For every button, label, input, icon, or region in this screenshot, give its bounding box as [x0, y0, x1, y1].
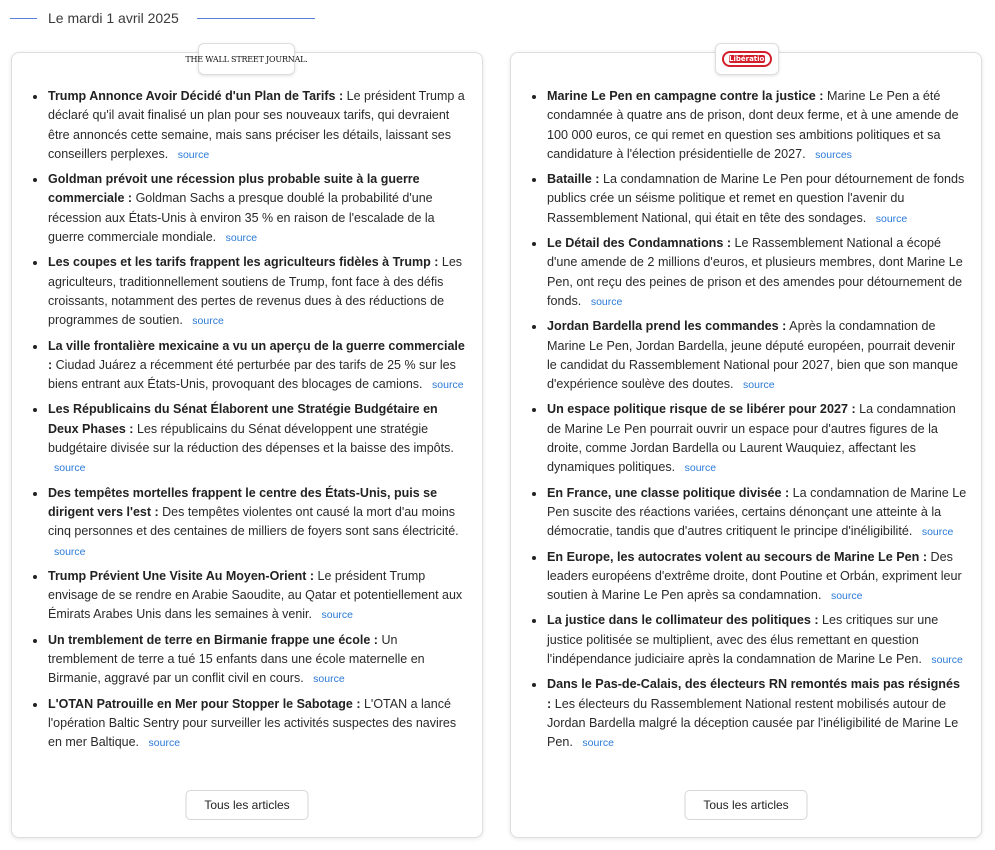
article-item [30, 337, 466, 396]
news-card-wsj [11, 52, 483, 838]
article-text: Ciudad Juárez a récemment été perturbée par des tarifs de 25 % sur les biens entrant aux États-Unis, provoquant des blocages de camions. [48, 357, 456, 392]
article-text: Le Rassemblement National a écopé d'une amende de 2 millions d'euros, et plusieurs membres, dont Marine Le Pen, ont reçu des peines de prison et des amendes pour détournement de fonds. [547, 236, 963, 308]
article-item [30, 484, 466, 562]
article-text: Les républicains du Sénat développent une stratégie budgétaire divisée sur la réduction des dépenses et la baisse des impôts. [48, 421, 454, 456]
article-text: Le président Trump envisage de se rendre en Arabie Saoudite, au Qatar et potentiellement aux Émirats Arabes Unis dans les semaines à venir. [48, 568, 463, 622]
article-text: Des leaders européens d'extrême droite, dont Poutine et Orbán, expriment leur soutien à Marine Le Pen après sa condamnation. [547, 549, 962, 603]
article-item [529, 170, 967, 229]
source-link[interactable]: source [830, 590, 863, 603]
article-text: Goldman Sachs a presque doublé la probabilité d'une récession aux États-Unis à environ 35 % en raison de l'escalade de la guerre commerciale mondiale. [48, 191, 435, 245]
source-link[interactable]: sources [815, 148, 852, 161]
article-title: Un espace politique risque de se libérer pour 2027 : [547, 402, 856, 417]
article-text: Les électeurs du Rassemblement National restent mobilisés autour de Jordan Bardella malgré la déception causée par l'inéligibilité de Marine Le Pen. [547, 696, 959, 750]
article-title: L'OTAN Patrouille en Mer pour Stopper le Sabotage : [48, 696, 361, 711]
article-text: Les agriculteurs, traditionnellement soutiens de Trump, font face à des défis croissants, notamment des pertes de revenus dues à des réductions de programmes de soutien. [48, 255, 463, 328]
source-link[interactable]: source [921, 526, 954, 539]
source-link[interactable]: source [432, 379, 464, 392]
source-link[interactable]: source [313, 673, 345, 686]
article-text: Les critiques sur une justice politisée se multiplient, avec des élus remettant en question l'indépendance judiciaire après la condamnation de Marine Le Pen. [547, 613, 939, 667]
article-text: L'OTAN a lancé l'opération Baltic Sentry pour surveiller les activités suspectes des navires en mer Baltique. [48, 696, 457, 750]
article-item [529, 234, 967, 312]
source-link[interactable]: source [225, 232, 258, 245]
article-title: Les coupes et les tarifs frappent les agriculteurs fidèles à Trump : [48, 255, 439, 270]
article-title: Trump Prévient Une Visite Au Moyen-Orient : [48, 568, 315, 583]
news-card-liberation [510, 52, 982, 838]
article-item [529, 484, 967, 543]
wsj-logo[interactable] [185, 43, 308, 75]
article-title: La ville frontalière mexicaine a vu un aperçu de la guerre commerciale : [48, 338, 465, 372]
article-title: En France, une classe politique divisée : [547, 485, 790, 500]
article-item [529, 611, 967, 670]
source-link[interactable]: source [54, 545, 86, 558]
source-link[interactable]: source [148, 737, 181, 750]
article-text: Un tremblement de terre a tué 15 enfants dans une école maternelle en Birmanie, aggravé par un conflit civil en cours. [48, 632, 425, 686]
liberation-logo-mark [722, 51, 772, 67]
article-item [30, 567, 466, 626]
article-item [529, 317, 967, 395]
liberation-logo[interactable] [715, 43, 779, 75]
article-title: Goldman prévoit une récession plus probable suite à la guerre commerciale : [48, 172, 420, 206]
article-item [30, 87, 466, 165]
date-header [10, 8, 315, 30]
date-divider-left [10, 18, 37, 19]
article-title: Un tremblement de terre en Birmanie frappe une école : [48, 632, 378, 647]
article-text: Des tempêtes violentes ont causé la mort d'au moins cinq personnes et des centaines de milliers de foyers sont sans électricité. [48, 504, 459, 539]
article-text: La condamnation de Marine Le Pen pour détournement de fonds publics crée un séisme politique et remet en question l'avenir du Rassemblement National, qui était en tête des sondages. [547, 172, 965, 225]
article-item [529, 675, 967, 753]
article-item [30, 253, 466, 331]
article-item [529, 87, 967, 165]
source-link[interactable]: source [192, 315, 224, 328]
article-title: La justice dans le collimateur des politiques : [547, 613, 819, 628]
date-text: Le mardi 1 avril 2025 [48, 10, 179, 26]
article-item [30, 631, 466, 690]
article-title: Bataille : [547, 172, 600, 187]
source-link[interactable]: source [931, 654, 963, 667]
source-link[interactable]: source [743, 379, 775, 392]
article-item [30, 170, 466, 248]
article-text: Le président Trump a déclaré qu'il avait finalisé un plan pour ses nouveaux tarifs, qui devraient être annoncés cette semaine, mais sans préciser les détails, laissant ses conseillers perplexes. [48, 89, 465, 161]
article-text: Marine Le Pen a été condamnée à quatre ans de prison, dont deux ferme, et à une amende de 100 000 euros, ce qui remet en question ses ambitions politiques et sa candidature à l'élection présidentielle de 2027. [547, 89, 959, 161]
source-link[interactable]: source [875, 212, 908, 225]
article-item [529, 400, 967, 478]
all-articles-button[interactable]: Tous les articles [186, 790, 309, 820]
article-item [30, 695, 466, 754]
wsj-logo-text: THE WALL STREET JOURNAL. [185, 54, 308, 64]
article-item [529, 548, 967, 607]
article-list [511, 87, 981, 759]
source-link[interactable]: source [54, 462, 86, 475]
article-text: La condamnation de Marine Le Pen pourrait ouvrir un espace pour d'autres figures de la droite, comme Jordan Bardella ou Laurent Wauquiez, affectant les dynamiques politiques. [547, 402, 956, 475]
article-title: En Europe, les autocrates volent au secours de Marine Le Pen : [547, 549, 928, 564]
article-title: Jordan Bardella prend les commandes : [547, 319, 787, 334]
liberation-logo-text: Libération [729, 55, 770, 63]
article-title: Les Républicains du Sénat Élaborent une Stratégie Budgétaire en Deux Phases : [48, 402, 438, 436]
article-title: Trump Annonce Avoir Décidé d'un Plan de Tarifs : [48, 89, 344, 103]
article-title: Dans le Pas-de-Calais, des électeurs RN remontés mais pas résignés : [547, 677, 960, 711]
article-title: Des tempêtes mortelles frappent le centre des États-Unis, puis se dirigent vers l'est : [48, 485, 438, 519]
date-divider-right [197, 18, 315, 19]
all-articles-button[interactable]: Tous les articles [685, 790, 808, 820]
article-title: Marine Le Pen en campagne contre la justice : [547, 89, 824, 103]
source-link[interactable]: source [582, 737, 614, 750]
source-link[interactable]: source [684, 462, 717, 475]
article-list [12, 87, 482, 759]
source-link[interactable]: source [177, 148, 210, 161]
source-link[interactable]: source [321, 609, 354, 622]
article-text: Après la condamnation de Marine Le Pen, Jordan Bardella, jeune député européen, pourrait devenir le candidat du Rassemblement National pour 2027, bien que son manque d'expérience soulève des doutes. [547, 319, 958, 392]
article-title: Le Détail des Condamnations : [547, 236, 732, 251]
article-item [30, 400, 466, 478]
source-link[interactable]: source [590, 295, 623, 308]
article-text: La condamnation de Marine Le Pen suscite des réactions variées, certains dénonçant une atteinte à la démocratie, tandis que d'autres critiquent le principe d'inéligibilité. [547, 485, 967, 539]
